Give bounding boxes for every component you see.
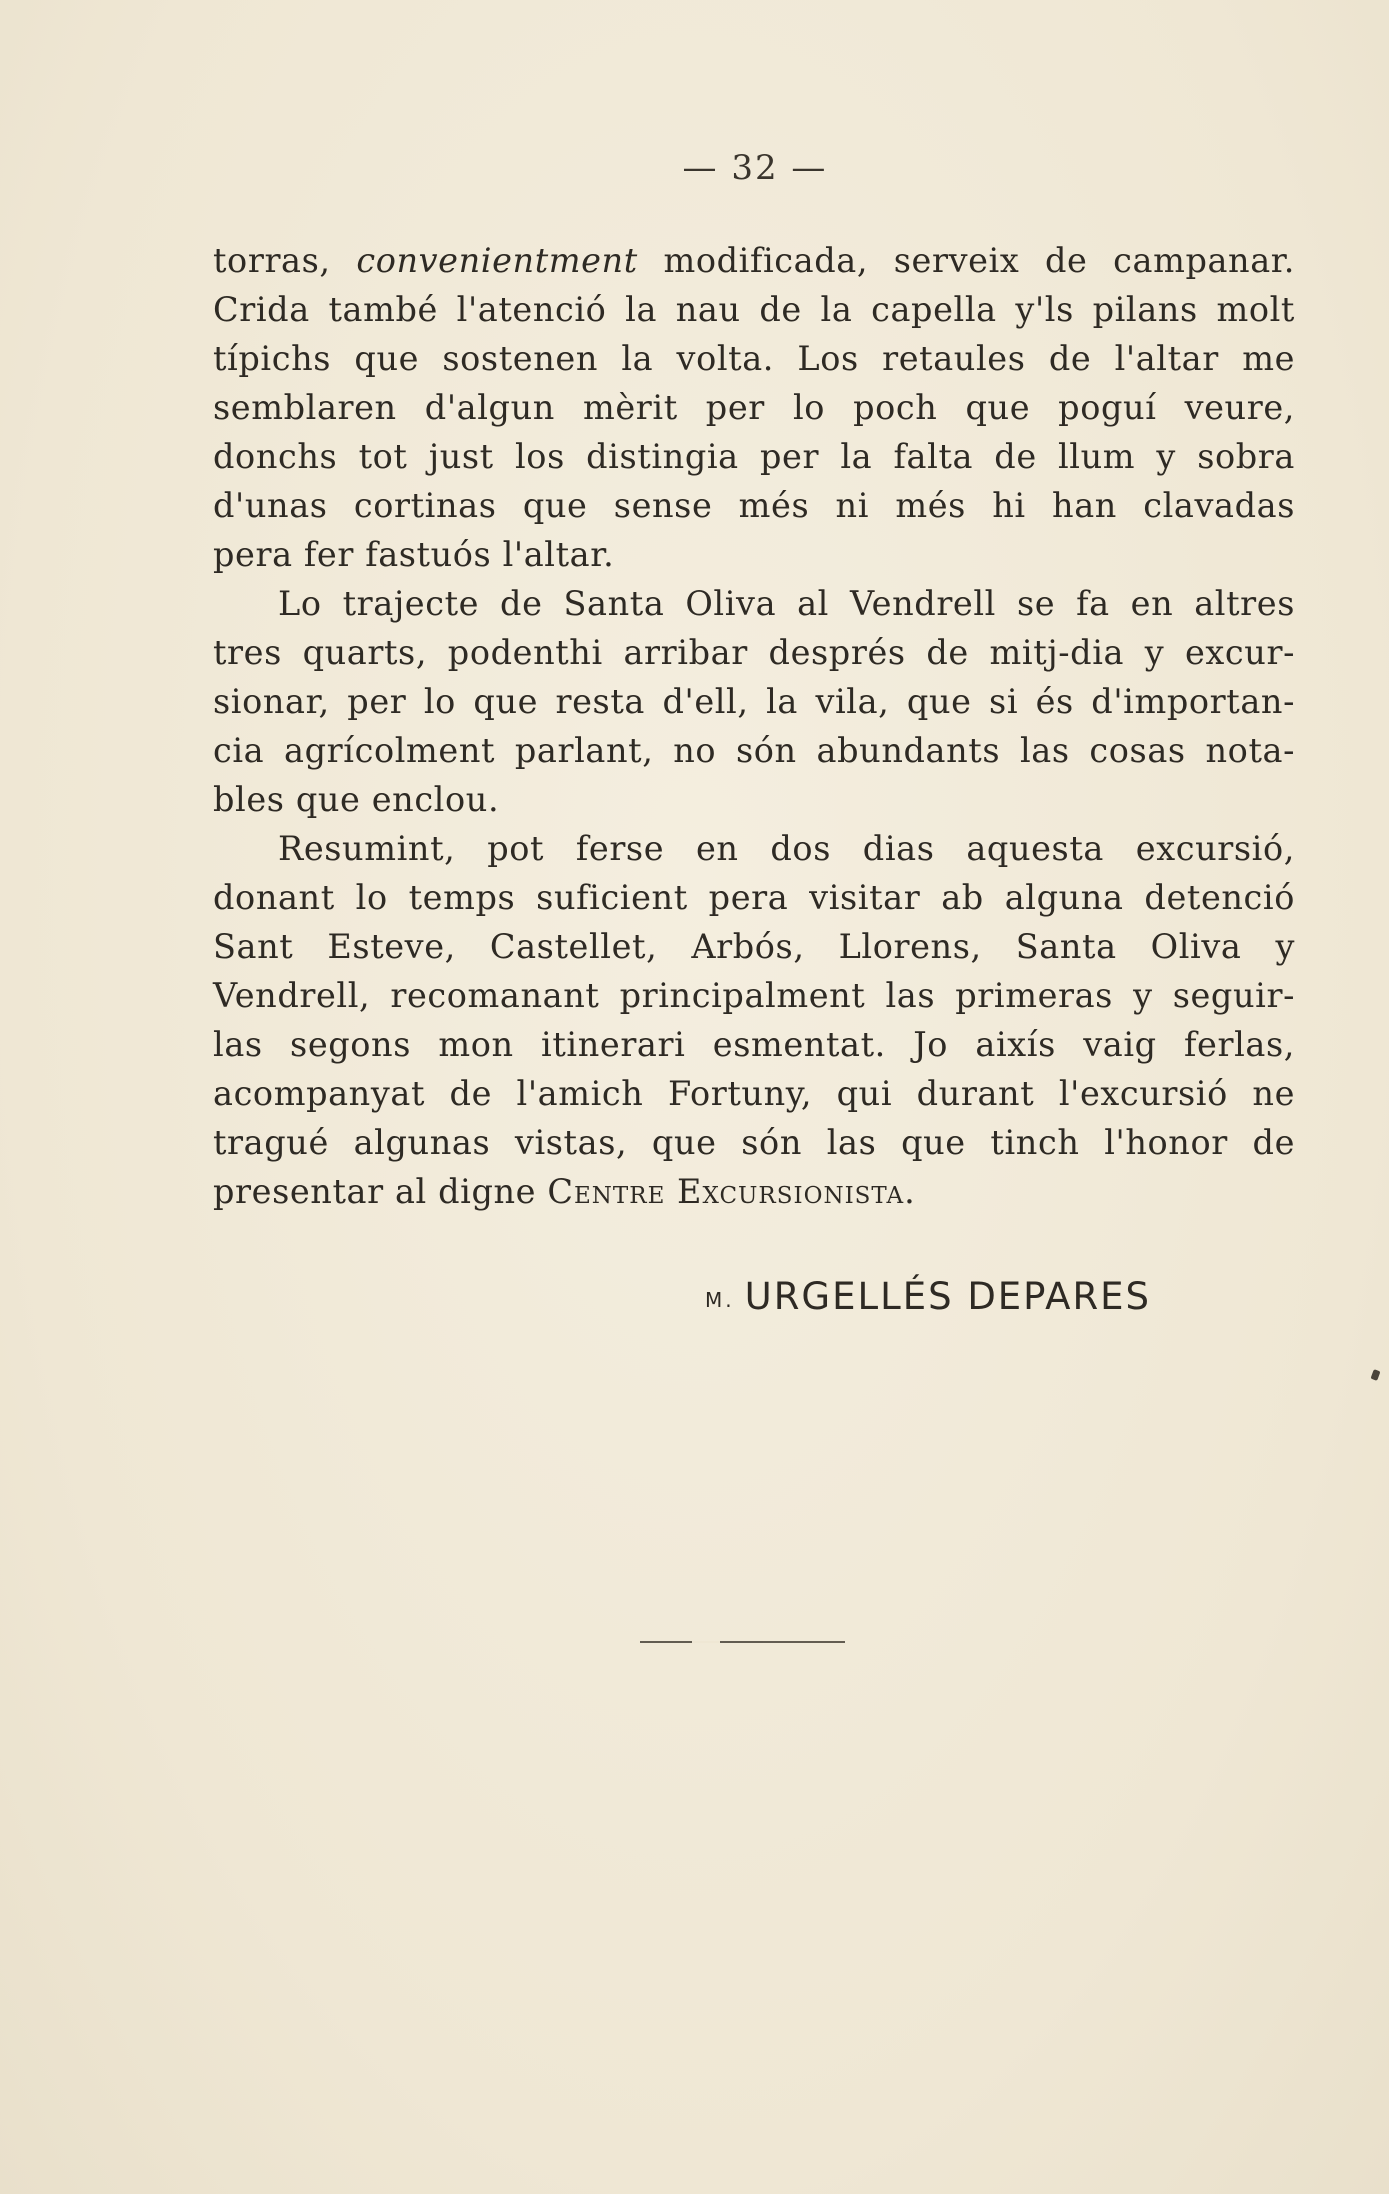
text-run: Resumint, pot ferse en dos dias aquesta excursió, bbox=[278, 829, 1295, 868]
text-run: sionar, per lo que resta d'ell, la vila, que si és d'importan- bbox=[213, 682, 1295, 721]
text-line bbox=[213, 824, 1295, 873]
text-run: cia agrícolment parlant, no són abundants las cosas nota- bbox=[213, 731, 1295, 770]
text-run: presentar al digne bbox=[213, 1172, 548, 1211]
small-caps-text: Centre Excursionista bbox=[547, 1172, 905, 1211]
author-initial: M. bbox=[705, 1288, 735, 1312]
text-line bbox=[213, 432, 1295, 481]
text-line bbox=[213, 1020, 1295, 1069]
text-line bbox=[213, 579, 1295, 628]
text-run: tragué algunas vistas, que són las que tinch l'honor de bbox=[213, 1123, 1295, 1162]
text-run: tres quarts, podenthi arribar després de mitj-dia y excur- bbox=[213, 633, 1295, 672]
text-run: donant lo temps suficient pera visitar ab alguna detenció bbox=[213, 878, 1295, 917]
text-line bbox=[213, 873, 1295, 922]
end-rule-gap bbox=[692, 1641, 720, 1643]
text-line bbox=[213, 334, 1295, 383]
text-line bbox=[213, 775, 1295, 824]
text-run: las segons mon itinerari esmentat. Jo aixís vaig ferlas, bbox=[213, 1025, 1295, 1064]
text-line bbox=[213, 285, 1295, 334]
text-run: torras, bbox=[213, 241, 357, 280]
text-line bbox=[213, 236, 1295, 285]
text-run: Vendrell, recomanant principalment las primeras y seguir- bbox=[213, 976, 1295, 1015]
text-line bbox=[213, 383, 1295, 432]
text-run: Crida també l'atenció la nau de la capella y'ls pilans molt bbox=[213, 290, 1295, 329]
italic-text: convenientment bbox=[356, 241, 638, 280]
end-rule bbox=[640, 1641, 845, 1643]
text-run: semblaren d'algun mèrit per lo poch que poguí veure, bbox=[213, 388, 1295, 427]
text-line bbox=[213, 1069, 1295, 1118]
body-text bbox=[213, 236, 1295, 1216]
text-run: típichs que sostenen la volta. Los retaules de l'altar me bbox=[213, 339, 1295, 378]
text-run: bles que enclou. bbox=[213, 780, 500, 819]
text-run: donchs tot just los distingia per la falta de llum y sobra bbox=[213, 437, 1295, 476]
text-line bbox=[213, 481, 1295, 530]
text-run: d'unas cortinas que sense més ni més hi han clavadas bbox=[213, 486, 1295, 525]
author-signature bbox=[705, 1275, 1151, 1318]
text-line bbox=[213, 971, 1295, 1020]
text-line bbox=[213, 1167, 1295, 1216]
ink-mark bbox=[1371, 1369, 1381, 1381]
author-name: URGELLÉS DEPARES bbox=[744, 1275, 1152, 1318]
text-run: . bbox=[904, 1172, 916, 1211]
text-line bbox=[213, 530, 1295, 579]
text-line bbox=[213, 1118, 1295, 1167]
text-run: pera fer fastuós l'altar. bbox=[213, 535, 615, 574]
text-run: Sant Esteve, Castellet, Arbós, Llorens, Santa Oliva y bbox=[213, 927, 1295, 966]
text-run: acompanyat de l'amich Fortuny, qui durant l'excursió ne bbox=[213, 1074, 1295, 1113]
text-run: modificada, serveix de campanar. bbox=[637, 241, 1295, 280]
page-number: — 32 — bbox=[682, 148, 828, 188]
text-line bbox=[213, 922, 1295, 971]
text-run: Lo trajecte de Santa Oliva al Vendrell se fa en altres bbox=[278, 584, 1295, 623]
text-line bbox=[213, 628, 1295, 677]
text-line bbox=[213, 677, 1295, 726]
text-line bbox=[213, 726, 1295, 775]
